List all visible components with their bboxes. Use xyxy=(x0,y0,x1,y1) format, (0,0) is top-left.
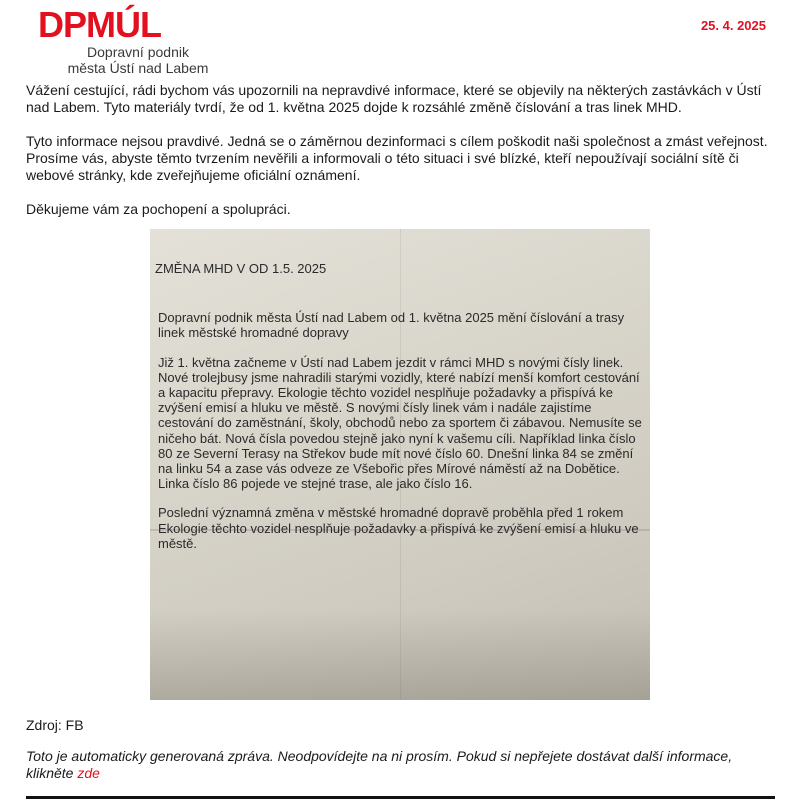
notice-paragraph-3: Poslední významná změna v městské hromadné dopravě proběhla před 1 rokem Ekologie těchto vozidel nesplňuje požadavky a přispívá ke zvýšení emisí a hluku ve městě. xyxy=(158,505,639,551)
notice-paragraph-2: Již 1. května začneme v Ústí nad Labem jezdit v rámci MHD s novými čísly linek. Nové trolejbusy jsme nahradili starými vozidly, které nabízí menší komfort cestování a kapacitu přepravy. Ekologie těchto vozidel nesplňuje požadavky a přispívá ke zvýšení emisí a hluku ve městě. S novými čísly linek vám i nadále zajistíme cestování do zaměstnání, školy, obchodů nebo za sportem či zábavou. Nemusíte se ničeho bát. Nová čísla povedou stejně jako nyní k vašemu cíli. Například linka číslo 80 ze Severní Terasy na Střekov bude mít nové číslo 60. Dnešní linka 84 se změní na linku 54 a zase vás odveze ze Všebořic přes Mírové náměstí až na Dobětice. Linka číslo 86 pojede ve stejné trase, ale jako číslo 16. xyxy=(158,354,642,492)
body-paragraph-3: Děkujeme vám za pochopení a spolupráci. xyxy=(26,201,291,217)
logo-subtitle-line1: Dopravní podnik xyxy=(87,44,189,60)
photo-image xyxy=(150,229,650,700)
body-paragraph-1: Vážení cestující, rádi bychom vás upozornili na nepravdivé informace, které se objevily na některých zastávkách v Ústí nad Labem. Tyto materiály tvrdí, že od 1. května 2025 dojde k rozsáhlé změně číslování a tras linek MHD. xyxy=(26,82,762,115)
message-date: 25. 4. 2025 xyxy=(700,18,766,33)
unsubscribe-link[interactable]: zde xyxy=(77,765,100,781)
notice-text xyxy=(155,261,650,565)
notice-paragraph-1: Dopravní podnik města Ústí nad Labem od 1. května 2025 mění číslování a trasy linek městské hromadné dopravy xyxy=(158,310,625,341)
fake-notice-photo xyxy=(150,229,650,700)
logo-subtitle-line2: města Ústí nad Labem xyxy=(67,60,209,76)
message-body xyxy=(26,82,778,235)
paper-shadow xyxy=(150,609,650,700)
body-paragraph-2: Tyto informace nejsou pravdivé. Jedná se o záměrnou dezinformaci s cílem poškodit naši společnost a zmást veřejnost. Prosíme vás, abyste těmto tvrzením nevěřili a informovali o této situaci i své blízké, kteří nepoužívají sociální sítě či webové stránky, kde zveřejňujeme oficiální oznámení. xyxy=(26,133,768,183)
email-header xyxy=(0,0,800,80)
footer-divider xyxy=(26,796,775,799)
dpmul-logo xyxy=(38,4,248,76)
footer-note xyxy=(26,748,766,782)
source-label: Zdroj: FB xyxy=(26,717,84,733)
notice-title: ZMĚNA MHD V OD 1.5. 2025 xyxy=(155,261,327,276)
footer-text: Toto je automaticky generovaná zpráva. Neodpovídejte na ni prosím. Pokud si nepřejete dostávat další informace, klikněte xyxy=(26,748,733,781)
logo-wordmark: DPMÚL xyxy=(38,4,161,45)
